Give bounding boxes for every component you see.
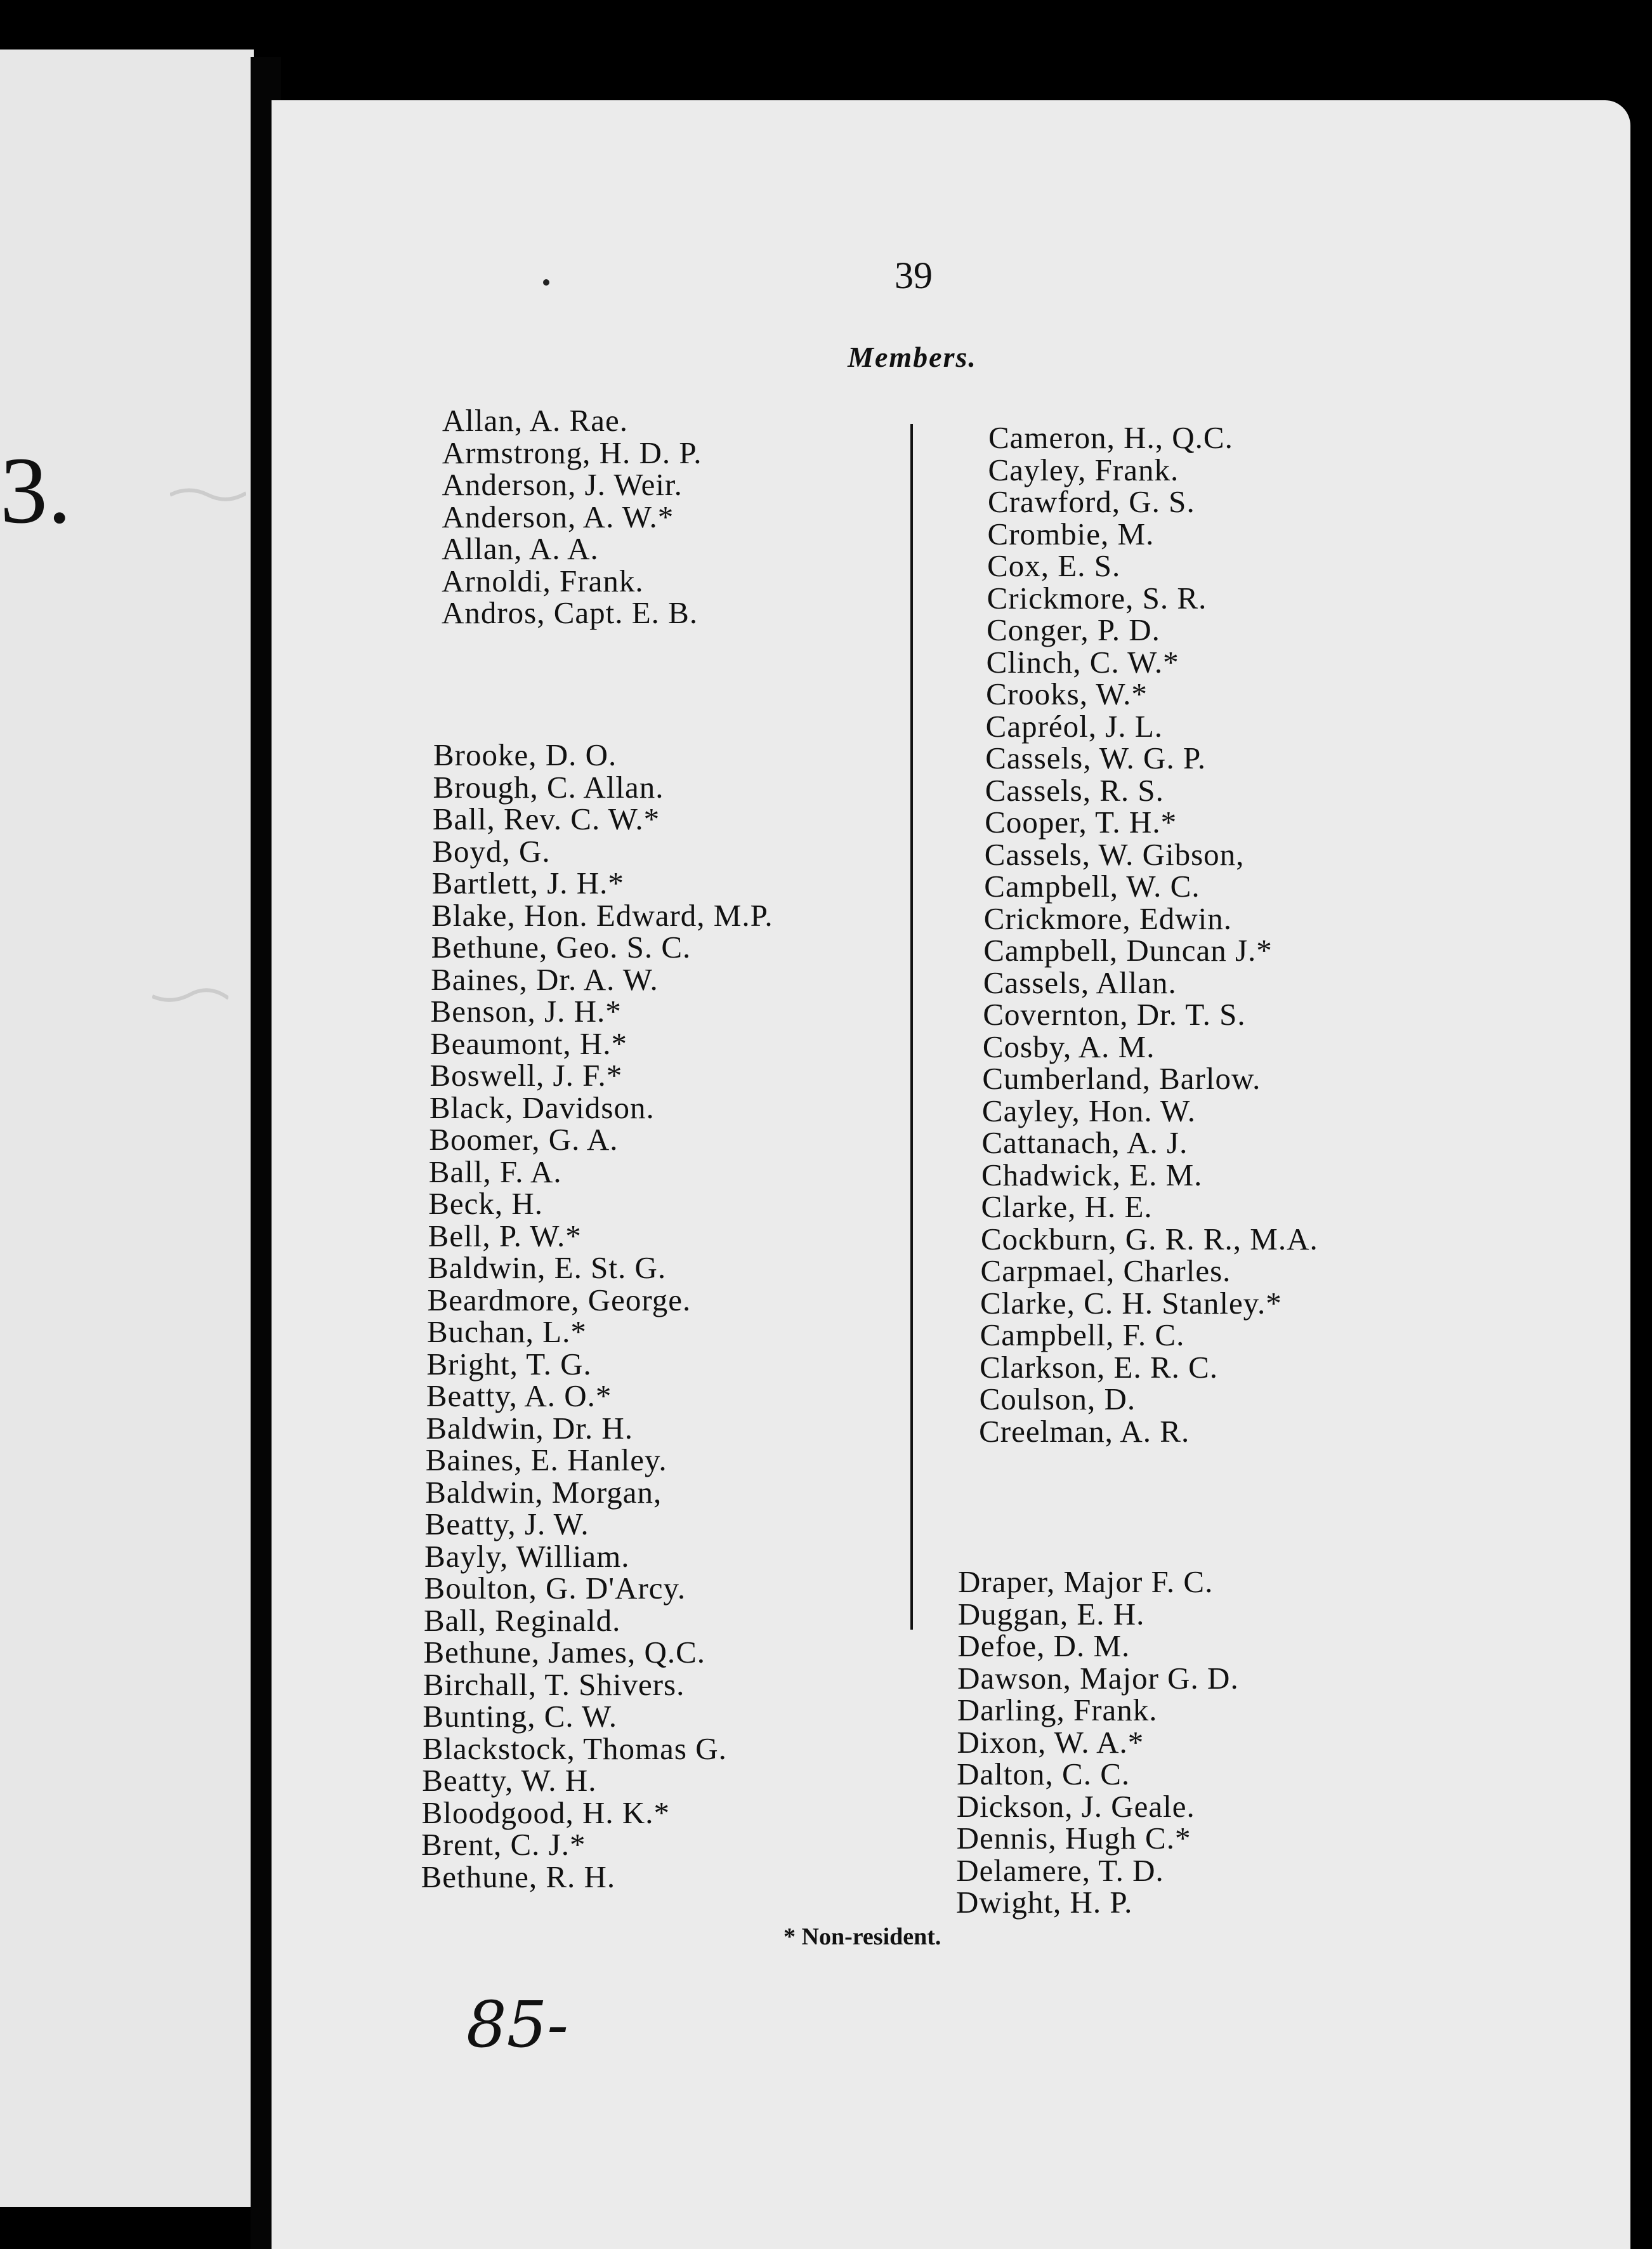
member-name: Arnoldi, Frank. (442, 563, 644, 598)
member-name: Coulson, D. (979, 1382, 1136, 1416)
member-name: Dawson, Major G. D. (957, 1660, 1239, 1696)
member-name: Allan, A. Rae. (442, 403, 628, 438)
member-name: Carpmael, Charles. (980, 1253, 1231, 1288)
member-name: Creelman, A. R. (979, 1413, 1190, 1449)
member-name: Allan, A. A. (442, 531, 599, 566)
member-name: Bayly, William. (424, 1538, 630, 1574)
member-name: Beck, H. (428, 1186, 544, 1221)
facing-page (0, 49, 254, 2207)
member-name: Cumberland, Barlow. (982, 1061, 1261, 1096)
member-name: Cayley, Frank. (988, 452, 1179, 487)
member-name: Clarke, C. H. Stanley.* (980, 1285, 1282, 1321)
member-name: Brough, C. Allan. (433, 769, 664, 805)
member-name: Ball, Reginald. (424, 1602, 621, 1638)
member-name: Beatty, A. O.* (426, 1378, 612, 1413)
member-name: Anderson, A. W.* (442, 499, 674, 534)
member-name: Capréol, J. L. (985, 708, 1164, 744)
member-name: Clarke, H. E. (981, 1189, 1153, 1224)
binding-thread-top (170, 485, 246, 505)
member-name: Buchan, L.* (427, 1314, 587, 1349)
member-name: Cooper, T. H.* (985, 805, 1177, 840)
member-name: Beatty, W. H. (422, 1763, 597, 1798)
member-name: Dalton, C. C. (957, 1757, 1131, 1791)
member-name: Clinch, C. W.* (986, 644, 1179, 680)
member-name: Dennis, Hugh C.* (956, 1821, 1191, 1856)
member-name: Campbell, Duncan J.* (983, 933, 1273, 968)
handwritten-annotation-text: 85- (466, 1988, 569, 2062)
member-name: Boswell, J. F.* (429, 1058, 623, 1093)
facing-page-text-fragment: 3. (0, 438, 72, 543)
member-name: Birchall, T. Shivers. (423, 1666, 685, 1702)
member-name: Baines, E. Hanley. (425, 1442, 667, 1477)
member-name: Ball, Rev. C. W.* (432, 801, 660, 836)
member-name: Cassels, R. S. (985, 772, 1164, 808)
member-name: Brent, C. J.* (421, 1827, 586, 1862)
member-name: Campbell, F. C. (980, 1317, 1185, 1352)
member-name: Crickmore, Edwin. (983, 900, 1233, 936)
member-name: Baldwin, Dr. H. (426, 1410, 634, 1446)
member-name: Cattanach, A. J. (981, 1125, 1188, 1160)
member-name: Darling, Frank. (957, 1692, 1158, 1727)
member-name: Crickmore, S. R. (987, 580, 1207, 616)
member-name: Baldwin, Morgan, (425, 1474, 662, 1510)
member-name: Covernton, Dr. T. S. (983, 997, 1246, 1032)
member-name: Brooke, D. O. (433, 737, 617, 772)
member-name: Crawford, G. S. (988, 484, 1195, 519)
member-name: Boomer, G. A. (429, 1122, 619, 1157)
member-name: Cayley, Hon. W. (981, 1093, 1196, 1128)
member-name: Campbell, W. C. (984, 869, 1200, 904)
member-name: Armstrong, H. D. P. (442, 435, 702, 470)
member-name: Bartlett, J. H.* (431, 866, 624, 900)
member-name: Dixon, W. A.* (957, 1724, 1144, 1760)
member-name: Bethune, R. H. (421, 1859, 616, 1894)
member-name: Draper, Major F. C. (958, 1564, 1214, 1599)
member-name: Crooks, W.* (986, 676, 1148, 711)
member-name: Crombie, M. (987, 516, 1155, 551)
member-name: Boyd, G. (432, 833, 551, 869)
footnote-non-resident: * Non-resident. (783, 1923, 941, 1950)
member-name: Andros, Capt. E. B. (441, 595, 698, 630)
member-name: Duggan, E. H. (957, 1596, 1145, 1632)
member-name: Anderson, J. Weir. (442, 467, 683, 502)
binding-thread-middle (152, 987, 228, 1006)
member-name: Baldwin, E. St. G. (428, 1250, 667, 1285)
member-name: Bright, T. G. (426, 1346, 592, 1382)
member-name: Cassels, Allan. (983, 965, 1177, 1000)
member-name: Clarkson, E. R. C. (980, 1349, 1219, 1385)
member-name: Blake, Hon. Edward, M.P. (431, 897, 773, 933)
member-name: Benson, J. H.* (430, 994, 622, 1029)
member-name: Black, Davidson. (429, 1090, 655, 1125)
member-name: Bunting, C. W. (423, 1699, 618, 1734)
member-name: Chadwick, E. M. (981, 1157, 1203, 1192)
member-name: Cassels, W. Gibson, (984, 836, 1245, 872)
member-name: Dwight, H. P. (955, 1885, 1133, 1920)
member-name: Blackstock, Thomas G. (422, 1731, 727, 1766)
member-name: Beardmore, George. (427, 1282, 692, 1317)
member-name: Baines, Dr. A. W. (431, 961, 659, 997)
member-name: Bethune, James, Q.C. (423, 1635, 706, 1670)
member-name: Cameron, H., Q.C. (988, 420, 1233, 455)
member-name: Cosby, A. M. (982, 1029, 1155, 1064)
stray-mark (543, 279, 549, 286)
member-name: Cox, E. S. (987, 548, 1121, 583)
member-name: Delamere, T. D. (956, 1852, 1164, 1888)
page-number: 39 (895, 254, 933, 296)
member-name: Defoe, D. M. (957, 1628, 1131, 1663)
section-heading: Members. (848, 341, 977, 373)
member-name: Bell, P. W.* (428, 1218, 582, 1253)
member-name: Beaumont, H.* (430, 1026, 628, 1061)
member-name: Beatty, J. W. (424, 1507, 589, 1541)
member-name: Cassels, W. G. P. (985, 741, 1207, 775)
member-name: Boulton, G. D'Arcy. (424, 1571, 686, 1606)
member-name: Bloodgood, H. K.* (421, 1795, 670, 1830)
member-name: Cockburn, G. R. R., M.A. (981, 1221, 1318, 1256)
member-name: Dickson, J. Geale. (956, 1788, 1195, 1824)
member-name: Conger, P. D. (987, 612, 1160, 647)
handwritten-annotation (460, 1977, 587, 2072)
column-divider (910, 424, 913, 1630)
member-name: Bethune, Geo. S. C. (431, 930, 692, 965)
member-name: Ball, F. A. (428, 1154, 562, 1189)
